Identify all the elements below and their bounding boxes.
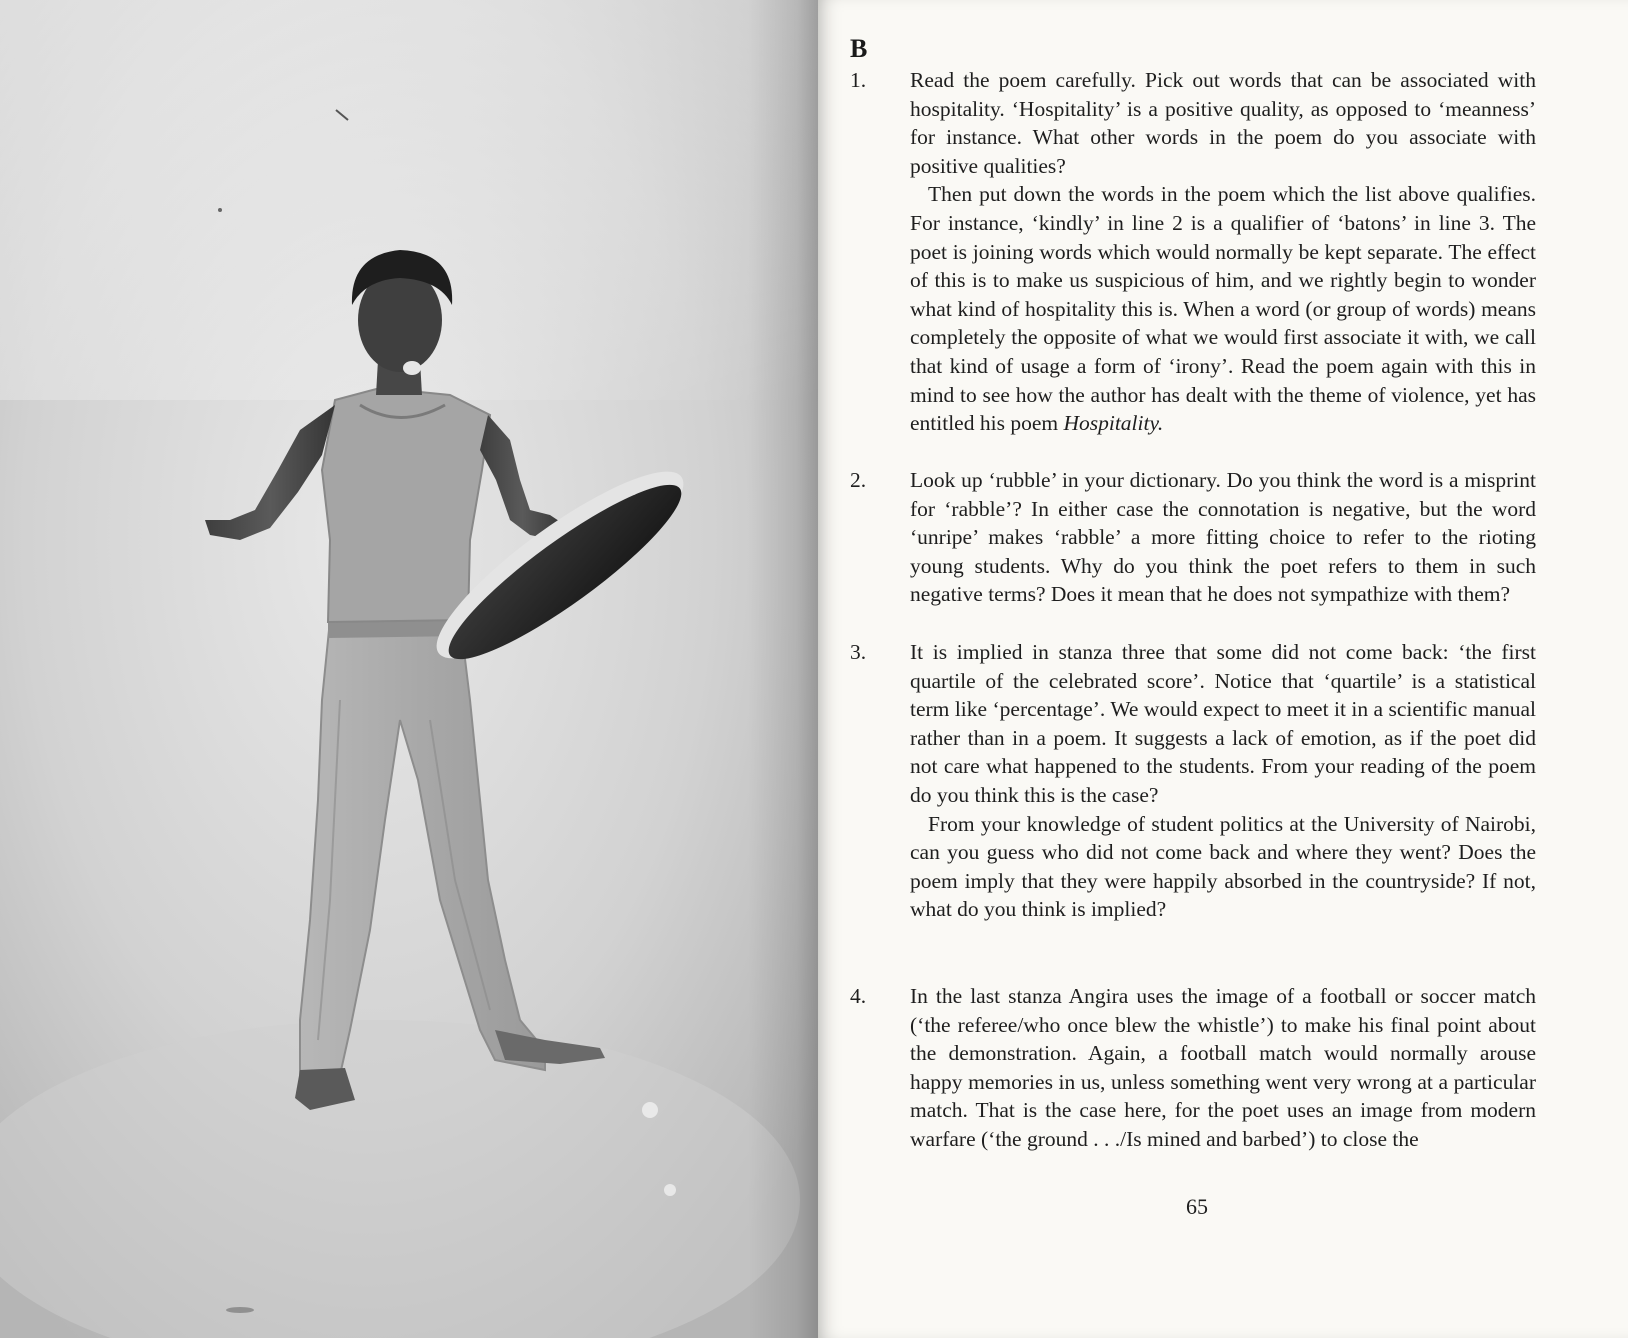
question-body — [910, 466, 1536, 609]
page-number: 65 — [1186, 1194, 1208, 1219]
poem-title: Hospitality. — [1063, 411, 1164, 436]
paragraph: Look up ‘rubble’ in your dictionary. Do you think the word is a misprint for ‘rabble’? In either case the connotation is negative, but the word ‘unripe’ makes ‘rabble’ a more fitting choice to refer to the rioting young students. Why do you think the poet refers to them in such negative terms? Does it mean that he does not sympathize with them? — [910, 468, 1536, 607]
question-body — [910, 638, 1536, 924]
question-1 — [850, 66, 1536, 438]
question-number: 2. — [850, 468, 867, 492]
question-number: 4. — [850, 984, 867, 1008]
question-body — [910, 982, 1536, 1154]
paragraph-text: Then put down the words in the poem which the list above qualifies. For instance, ‘kindly’ in line 2 is a qualifier of ‘batons’ in line 3. The poet is joining words which would normally be kept separate. The effect of this is to make us suspicious of him, and we rightly begin to wonder what kind of hospitality this is. When a word (or group of words) means completely the opposite of what we would first associate it with, we call that kind of usage a form of ‘irony’. Read the poem again with this in mind to see how the author has dealt with the theme of violence, yet has entitled his poem — [910, 182, 1536, 436]
question-3 — [850, 638, 1536, 924]
paragraph: In the last stanza Angira uses the image of a football or soccer match (‘the referee/who once blew the whistle’) to make his final point about the demonstration. Again, a football match would normally arouse happy memories in us, unless something went very wrong at a particular match. That is the case here, for the poet uses an image from modern warfare (‘the ground . . ./Is mined and barbed’) to close the — [910, 984, 1536, 1151]
question-number: 3. — [850, 640, 867, 664]
paragraph: Read the poem carefully. Pick out words that can be associated with hospitality. ‘Hospitality’ is a positive quality, as opposed to ‘meanness’ for instance. What other words in the poem do you associate with positive qualities? — [910, 68, 1536, 178]
paragraph — [910, 180, 1536, 437]
section-heading: B — [850, 34, 868, 63]
paragraph: From your knowledge of student politics at the University of Nairobi, can you guess who did not come back and where they went? Does the poem imply that they were happily absorbed in the countryside? If not, what do you think is implied? — [910, 811, 1536, 922]
question-4 — [850, 982, 1536, 1154]
question-body — [910, 66, 1536, 438]
question-2 — [850, 466, 1536, 609]
question-number: 1. — [850, 68, 867, 92]
paragraph: It is implied in stanza three that some did not come back: ‘the first quartile of the celebrated score’. Notice that ‘quartile’ is a statistical term like ‘percentage’. We would expect to meet it in a scientific manual rather than in a poem. It suggests a lack of emotion, as if the poet did not care what happened to the students. From your reading of the poem do you think this is the case? — [910, 640, 1536, 807]
